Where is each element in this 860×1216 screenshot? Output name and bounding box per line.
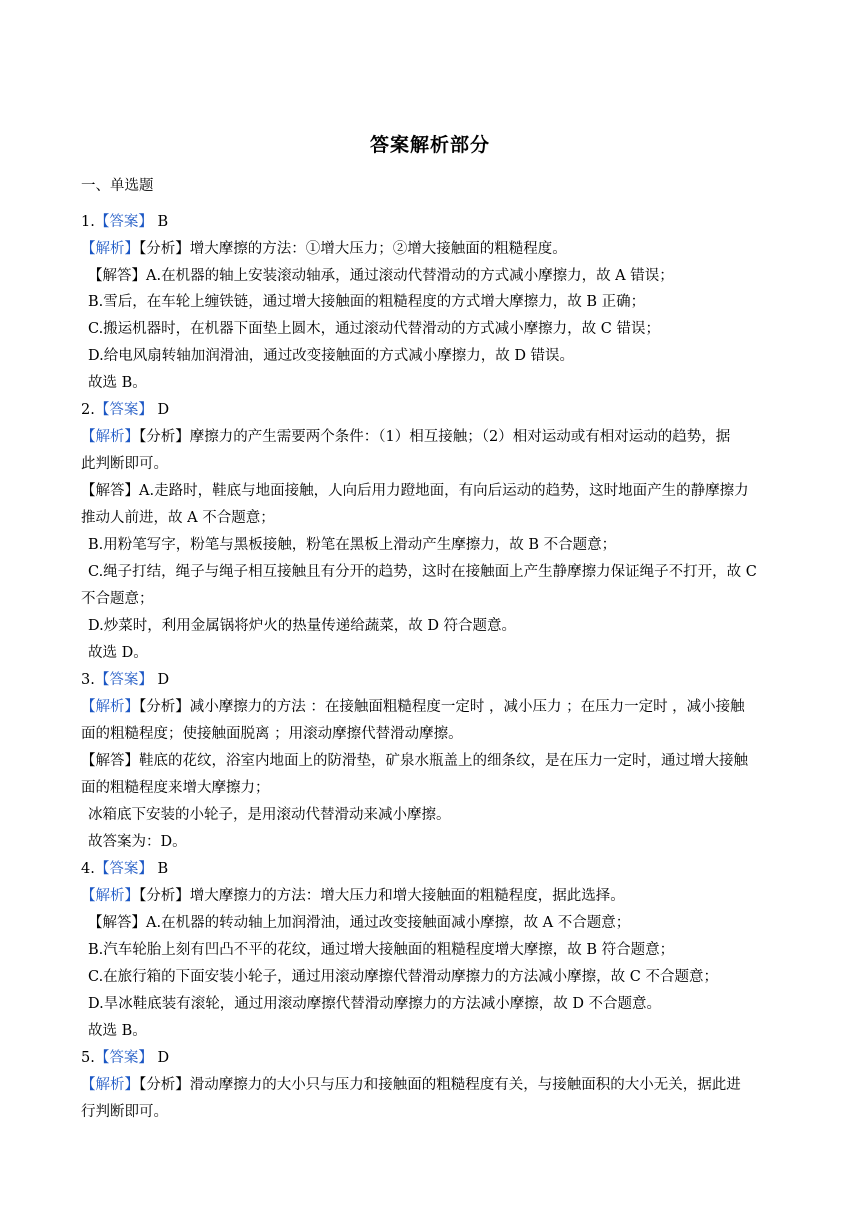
answer-label: 【答案】 bbox=[94, 214, 153, 230]
analysis-line-cont: 此判断即可。 bbox=[81, 456, 168, 472]
conclusion-line: 故答案为：D。 bbox=[88, 834, 187, 850]
analysis-line bbox=[81, 427, 781, 447]
analysis-line bbox=[81, 697, 781, 717]
solution-line: C.在旅行箱的下面安装小轮子，通过用滚动摩擦代替滑动摩擦力的方法减小摩擦，故 C 不合题意； bbox=[88, 969, 718, 985]
analysis-line bbox=[81, 239, 781, 259]
solution-line: D.旱冰鞋底装有滚轮，通过用滚动摩擦代替滑动摩擦力的方法减小摩擦，故 D 不合题意。 bbox=[88, 996, 662, 1012]
answer-value: D bbox=[152, 1050, 170, 1066]
analysis-text: 【分析】减小摩擦力的方法 ：在接触面粗糙程度一定时 ，减小压力 ；在压力一定时 ，减小接触 bbox=[139, 699, 745, 715]
analysis-label: 【解析】 bbox=[81, 1077, 139, 1093]
solution-line: D.给电风扇转轴加润滑油，通过改变接触面的方式减小摩擦力，故 D 错误。 bbox=[88, 348, 575, 364]
analysis-line bbox=[81, 886, 781, 906]
answer-value: D bbox=[152, 402, 170, 418]
analysis-label: 【解析】 bbox=[81, 699, 139, 715]
conclusion-line: 故选 D。 bbox=[88, 645, 148, 661]
solution-line-cont: 不合题意； bbox=[81, 591, 154, 607]
analysis-label: 【解析】 bbox=[81, 241, 139, 257]
answer-line-1 bbox=[81, 212, 781, 232]
solution-line-cont: 推动人前进，故 A 不合题意； bbox=[81, 510, 275, 526]
analysis-label: 【解析】 bbox=[81, 888, 139, 904]
solution-line: 【解答】A.在机器的轴上安装滚动轴承，通过滚动代替滑动的方式减小摩擦力，故 A 错误； bbox=[88, 268, 674, 284]
answer-label: 【答案】 bbox=[94, 861, 153, 877]
solution-line: D.炒菜时，利用金属锅将炉火的热量传递给蔬菜，故 D 符合题意。 bbox=[88, 618, 517, 634]
question-number: 5. bbox=[81, 1050, 95, 1066]
analysis-text: 【分析】摩擦力的产生需要两个条件：（1）相互接触；（2）相对运动或有相对运动的趋势，据 bbox=[139, 429, 731, 445]
analysis-line-cont: 行判断即可。 bbox=[81, 1104, 168, 1120]
solution-line: 【解答】A.在机器的转动轴上加润滑油，通过改变接触面减小摩擦，故 A 不合题意； bbox=[88, 915, 631, 931]
answer-line-3 bbox=[81, 670, 781, 690]
conclusion-line: 故选 B。 bbox=[88, 1023, 147, 1039]
answer-value: B bbox=[152, 214, 169, 230]
solution-line: B.用粉笔写字，粉笔与黑板接触，粉笔在黑板上滑动产生摩擦力，故 B 不合题意； bbox=[88, 537, 617, 553]
question-number: 2. bbox=[81, 402, 95, 418]
analysis-line bbox=[81, 1075, 781, 1095]
solution-line: 冰箱底下安装的小轮子，是用滚动代替滑动来减小摩擦。 bbox=[88, 807, 451, 823]
answer-line-2 bbox=[81, 400, 781, 420]
question-number: 4. bbox=[81, 861, 95, 877]
solution-line: B.汽车轮胎上刻有凹凸不平的花纹，通过增大接触面的粗糙程度增大摩擦，故 B 符合题意； bbox=[88, 942, 675, 958]
analysis-text: 【分析】增大摩擦的方法：①增大压力；②增大接触面的粗糙程度。 bbox=[139, 241, 567, 257]
analysis-text: 【分析】滑动摩擦力的大小只与压力和接触面的粗糙程度有关，与接触面积的大小无关，据此进 bbox=[139, 1077, 741, 1093]
answer-label: 【答案】 bbox=[94, 402, 153, 418]
analysis-line-cont: 面的粗糙程度；使接触面脱离 ；用滚动摩擦代替滑动摩擦。 bbox=[81, 726, 463, 742]
solution-line: 【解答】鞋底的花纹，浴室内地面上的防滑垫，矿泉水瓶盖上的细条纹，是在压力一定时，通过增大接触 bbox=[81, 753, 748, 769]
answer-line-4 bbox=[81, 859, 781, 879]
question-number: 1. bbox=[81, 214, 95, 230]
answer-value: B bbox=[152, 861, 169, 877]
solution-line: C.绳子打结，绳子与绳子相互接触且有分开的趋势，这时在接触面上产生静摩擦力保证绳子不打开，故 C bbox=[88, 564, 757, 580]
solution-line-cont: 面的粗糙程度来增大摩擦力； bbox=[81, 780, 270, 796]
solution-line: C.搬运机器时，在机器下面垫上圆木，通过滚动代替滑动的方式减小摩擦力，故 C 错误； bbox=[88, 321, 660, 337]
question-number: 3. bbox=[81, 672, 95, 688]
answer-line-5 bbox=[81, 1048, 781, 1068]
section-heading: 一、单选题 bbox=[81, 178, 154, 194]
conclusion-line: 故选 B。 bbox=[88, 375, 147, 391]
analysis-label: 【解析】 bbox=[81, 429, 139, 445]
solution-line: 【解答】A.走路时，鞋底与地面接触，人向后用力蹬地面，有向后运动的趋势，这时地面产生的静摩擦力 bbox=[81, 483, 749, 499]
answer-label: 【答案】 bbox=[94, 1050, 153, 1066]
page-title: 答案解析部分 bbox=[369, 134, 490, 156]
solution-line: B.雪后，在车轮上缠铁链，通过增大接触面的粗糙程度的方式增大摩擦力，故 B 正确； bbox=[88, 294, 646, 310]
answer-label: 【答案】 bbox=[94, 672, 153, 688]
answer-value: D bbox=[152, 672, 170, 688]
analysis-text: 【分析】增大摩擦力的方法：增大压力和增大接触面的粗糙程度，据此选择。 bbox=[139, 888, 625, 904]
